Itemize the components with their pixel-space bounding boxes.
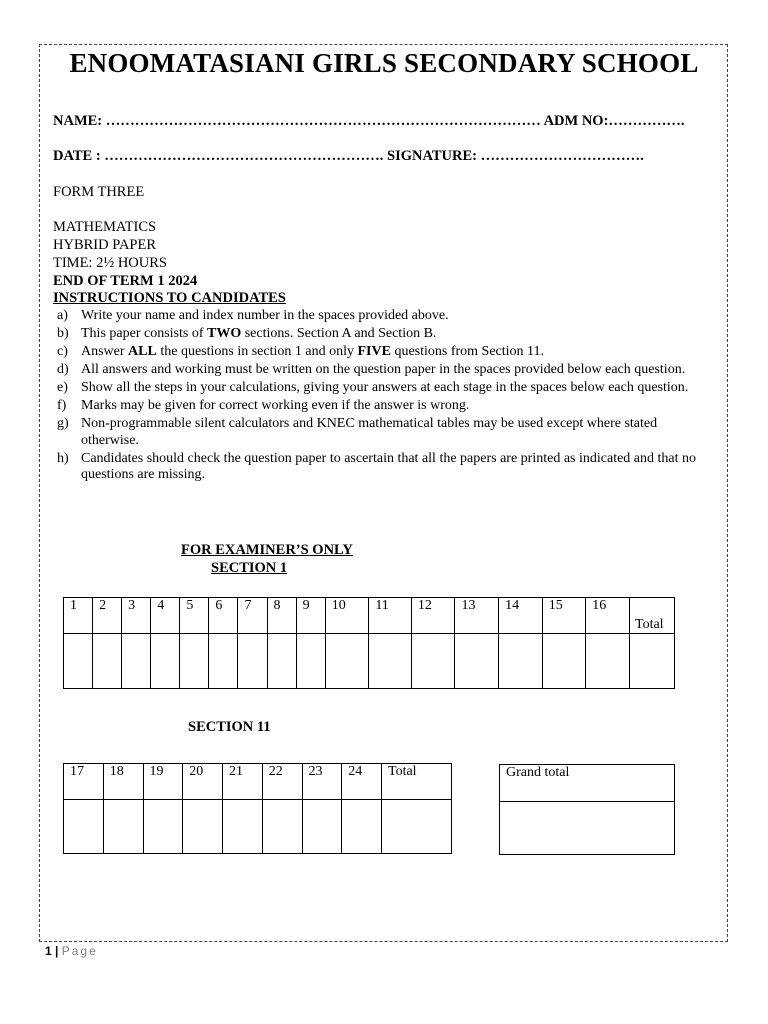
time-label: TIME: 2½ HOURS [53, 255, 167, 271]
score-cell[interactable] [455, 634, 499, 689]
score-cell[interactable] [64, 634, 93, 689]
score-cell[interactable] [302, 800, 342, 854]
section2-score-table [63, 763, 452, 854]
score-header: 22 [262, 764, 302, 800]
name-adm-field[interactable]: NAME: ……………………………………………………………………………… ADM NO:……………. [53, 113, 685, 129]
grand-total-table [499, 764, 675, 855]
score-cell[interactable] [143, 800, 183, 854]
score-cell[interactable] [296, 634, 325, 689]
subject-label: MATHEMATICS [53, 219, 157, 235]
score-header: 8 [267, 598, 296, 634]
score-header: 24 [342, 764, 382, 800]
score-header: 14 [499, 598, 543, 634]
score-cell[interactable] [542, 634, 586, 689]
instruction-item: h) Candidates should check the question paper to ascertain that all the papers are printed as indicated and that no questions are missing. [57, 450, 697, 482]
score-header: 1 [64, 598, 93, 634]
examiner-heading: FOR EXAMINER’S ONLY [181, 542, 353, 558]
score-cell[interactable] [223, 800, 263, 854]
score-cell[interactable] [151, 634, 180, 689]
total-header: Total [630, 598, 675, 634]
score-cell[interactable] [586, 634, 630, 689]
score-header: 2 [93, 598, 122, 634]
score-header: 18 [103, 764, 143, 800]
score-header: 20 [183, 764, 223, 800]
score-header: 11 [369, 598, 412, 634]
score-header: 9 [296, 598, 325, 634]
score-cell[interactable] [93, 634, 122, 689]
score-header: 19 [143, 764, 183, 800]
score-cell[interactable] [238, 634, 267, 689]
page-footer [45, 944, 98, 958]
section1-score-table [63, 597, 675, 689]
total-cell[interactable] [382, 800, 452, 854]
score-cell[interactable] [369, 634, 412, 689]
page-number: 1 [45, 944, 52, 958]
total-header: Total [382, 764, 452, 800]
instruction-item: g) Non-programmable silent calculators and KNEC mathematical tables may be used except where stated otherwise. [57, 416, 658, 448]
score-header: 16 [586, 598, 630, 634]
instruction-item: a) Write your name and index number in the spaces provided above. [57, 308, 449, 323]
date-signature-field[interactable]: DATE : …………………………………………………. SIGNATURE: ……………………………. [53, 148, 644, 164]
score-header: 10 [325, 598, 369, 634]
score-header: 5 [180, 598, 209, 634]
score-cell[interactable] [103, 800, 143, 854]
term-label: END OF TERM 1 2024 [53, 273, 198, 289]
score-cell[interactable] [64, 800, 104, 854]
score-cell[interactable] [262, 800, 302, 854]
paper-label: HYBRID PAPER [53, 237, 157, 253]
instruction-item: b) This paper consists of TWO sections. Section A and Section B. [57, 326, 437, 341]
score-header: 7 [238, 598, 267, 634]
score-cell[interactable] [342, 800, 382, 854]
instruction-item: c) Answer ALL the questions in section 1 and only FIVE questions from Section 11. [57, 344, 545, 359]
score-cell[interactable] [499, 634, 543, 689]
section1-title: SECTION 1 [211, 560, 288, 576]
section2-title: SECTION 11 [188, 719, 271, 735]
grand-total-header: Grand total [500, 765, 675, 802]
school-title: ENOOMATASIANI GIRLS SECONDARY SCHOOL [69, 48, 699, 78]
score-cell[interactable] [209, 634, 238, 689]
instruction-item: e) Show all the steps in your calculations, giving your answers at each stage in the spaces below each question. [57, 380, 689, 395]
score-header: 23 [302, 764, 342, 800]
score-header: 12 [411, 598, 455, 634]
score-header: 15 [542, 598, 586, 634]
instructions-list [53, 308, 703, 485]
score-header: 3 [122, 598, 151, 634]
instruction-item: d) All answers and working must be written on the question paper in the spaces provided below each question. [57, 362, 686, 377]
grand-total-cell[interactable] [500, 802, 675, 855]
footer-separator: | [51, 944, 62, 958]
instruction-item: f) Marks may be given for correct working even if the answer is wrong. [57, 398, 470, 413]
score-cell[interactable] [267, 634, 296, 689]
score-cell[interactable] [122, 634, 151, 689]
score-header: 6 [209, 598, 238, 634]
score-header: 13 [455, 598, 499, 634]
score-cell[interactable] [411, 634, 455, 689]
form-label: FORM THREE [53, 184, 145, 200]
score-cell[interactable] [180, 634, 209, 689]
score-cell[interactable] [183, 800, 223, 854]
score-header: 17 [64, 764, 104, 800]
page-label: Page [61, 944, 98, 958]
score-cell[interactable] [325, 634, 369, 689]
score-header: 21 [223, 764, 263, 800]
score-header: 4 [151, 598, 180, 634]
instructions-heading: INSTRUCTIONS TO CANDIDATES [53, 290, 286, 306]
total-cell[interactable] [630, 634, 675, 689]
